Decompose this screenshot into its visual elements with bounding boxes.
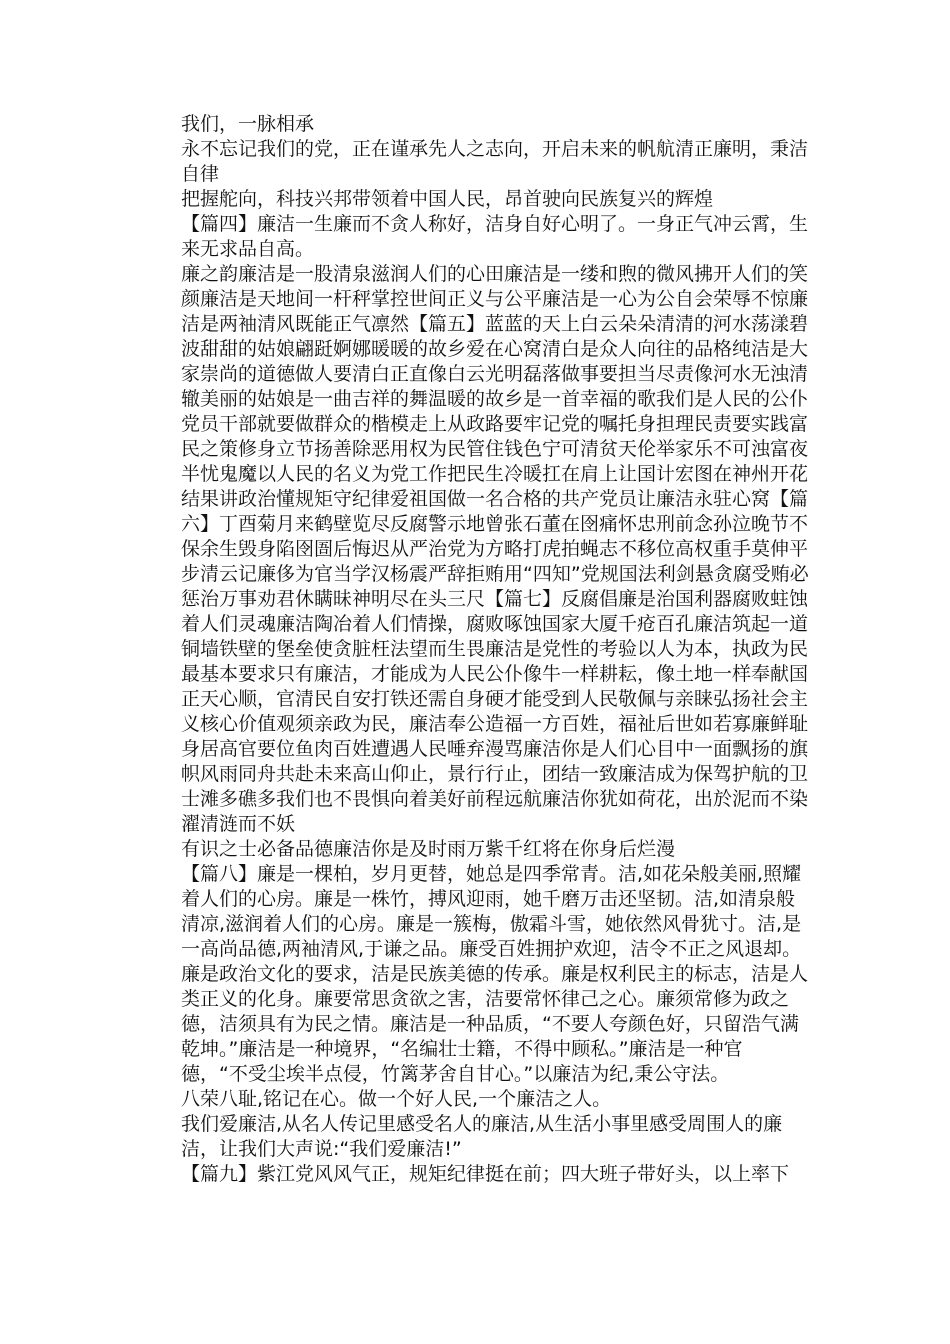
- document-body: [181, 112, 809, 1187]
- paragraph-line-1: 我们，一脉相承: [181, 113, 315, 135]
- paragraph-line-9: 我们爱廉洁,从名人传记里感受名人的廉洁,从生活小事里感受周围人的廉洁，让我们大声说:“我们爱廉洁!”: [181, 1113, 783, 1160]
- paragraph-line-6: 有识之士必备品德廉洁你是及时雨万紫千红将在你身后烂漫: [181, 838, 676, 860]
- paragraph-line-2: 永不忘记我们的党，正在谨承先人之志向，开启未来的帆航清正廉明，秉洁自律: [181, 138, 809, 185]
- paragraph-sections-5-7: 廉之韵廉洁是一股清泉滋润人们的心田廉洁是一缕和煦的微风拂开人们的笑颜廉洁是天地间一杆秤掌控世间正义与公平廉洁是一心为公自会荣辱不惊廉洁是两袖清风既能正气凛然【篇五】蓝蓝的天上白云朵朵清清的河水荡漾碧波甜甜的姑娘翩跹婀娜暖暖的故乡爱在心窝清白是众人向往的品格纯洁是大家崇尚的道德做人要清白正直像白云光明磊落做事要担当尽责像河水无浊清辙美丽的姑娘是一曲吉祥的舞温暖的故乡是一首幸福的歌我们是人民的公仆党员干部就要做群众的楷模走上从政路要牢记党的嘱托身担理民责要实践富民之策修身立节扬善除恶用权为民管住钱色宁可清贫天伦举家乐不可浊富夜半忧鬼魔以人民的名义为党工作把民生冷暖扛在肩上让国计宏图在神州开花结果讲政治懂规矩守纪律爱祖国做一名合格的共产党员让廉洁永驻心窝【篇六】丁酉菊月来鹤壁览尽反腐警示地曾张石董在囹痛怀忠刑前念孙泣晚节不保余生毁身陷囹圄后悔迟从严治党为方略打虎拍蝇志不移位高权重手莫伸平步清云记廉侈为官当学汉杨震严辞拒贿用“四知”党规国法利剑悬贪腐受贿必惩治万事劝君休瞒昧神明尽在头三尺【篇七】反腐倡廉是治国利器腐败蛀蚀着人们灵魂廉洁陶冶着人们情操，腐败啄蚀国家大厦千疮百孔廉洁筑起一道铜墙铁壁的堡垒使贪脏枉法望而生畏廉洁是党性的考验以人为本，执政为民最基本要求只有廉洁，才能成为人民公仆像牛一样耕耘，像土地一样奉献国正天心顺，官清民自安打铁还需自身硬才能受到人民敬佩与亲睐弘扬社会主义核心价值观须亲政为民，廉洁奉公造福一方百姓，福祉后世如若寡廉鲜耻身居高官要位鱼肉百姓遭遇人民唾弃漫骂廉洁你是人们心目中一面飘扬的旗帜风雨同舟共赴未来高山仰止，景行行止，团结一致廉洁成为保驾护航的卫士滩多礁多我们也不畏惧向着美好前程远航廉洁你犹如荷花，出於泥而不染濯清涟而不妖: [181, 263, 809, 835]
- paragraph-section-4: 【篇四】廉洁一生廉而不贪人称好，洁身自好心明了。一身正气冲云霄，生来无求品自高。: [181, 213, 809, 260]
- paragraph-section-9: 【篇九】紫江党风风气正，规矩纪律挺在前；四大班子带好头，以上率下: [181, 1163, 790, 1185]
- paragraph-line-8: 八荣八耻,铭记在心。做一个好人民,一个廉洁之人。: [181, 1088, 612, 1110]
- paragraph-section-8: 【篇八】廉是一棵柏，岁月更替，她总是四季常青。洁,如花朵般美丽,照耀着人们的心房。廉是一株竹，搏风迎雨，她千磨万击还坚韧。洁,如清泉般清凉,滋润着人们的心房。廉是一簇梅，傲霜斗雪，她依然风骨犹寸。洁,是一高尚品德,两袖清风,于谦之品。廉受百姓拥护欢迎，洁令不正之风退却。廉是政治文化的要求，洁是民族美德的传承。廉是权利民主的标志，洁是人类正义的化身。廉要常思贪欲之害，洁要常怀律己之心。廉须常修为政之德，洁须具有为民之情。廉洁是一种品质，“不要人夸颜色好，只留浩气满乾坤。”廉洁是一种境界，“名编壮士籍，不得中顾私。”廉洁是一种官德，“不受尘埃半点侵，竹篱茅舍自甘心。”以廉洁为纪,秉公守法。: [181, 863, 809, 1085]
- paragraph-line-3: 把握舵向，科技兴邦带领着中国人民，昂首驶向民族复兴的辉煌: [181, 188, 714, 210]
